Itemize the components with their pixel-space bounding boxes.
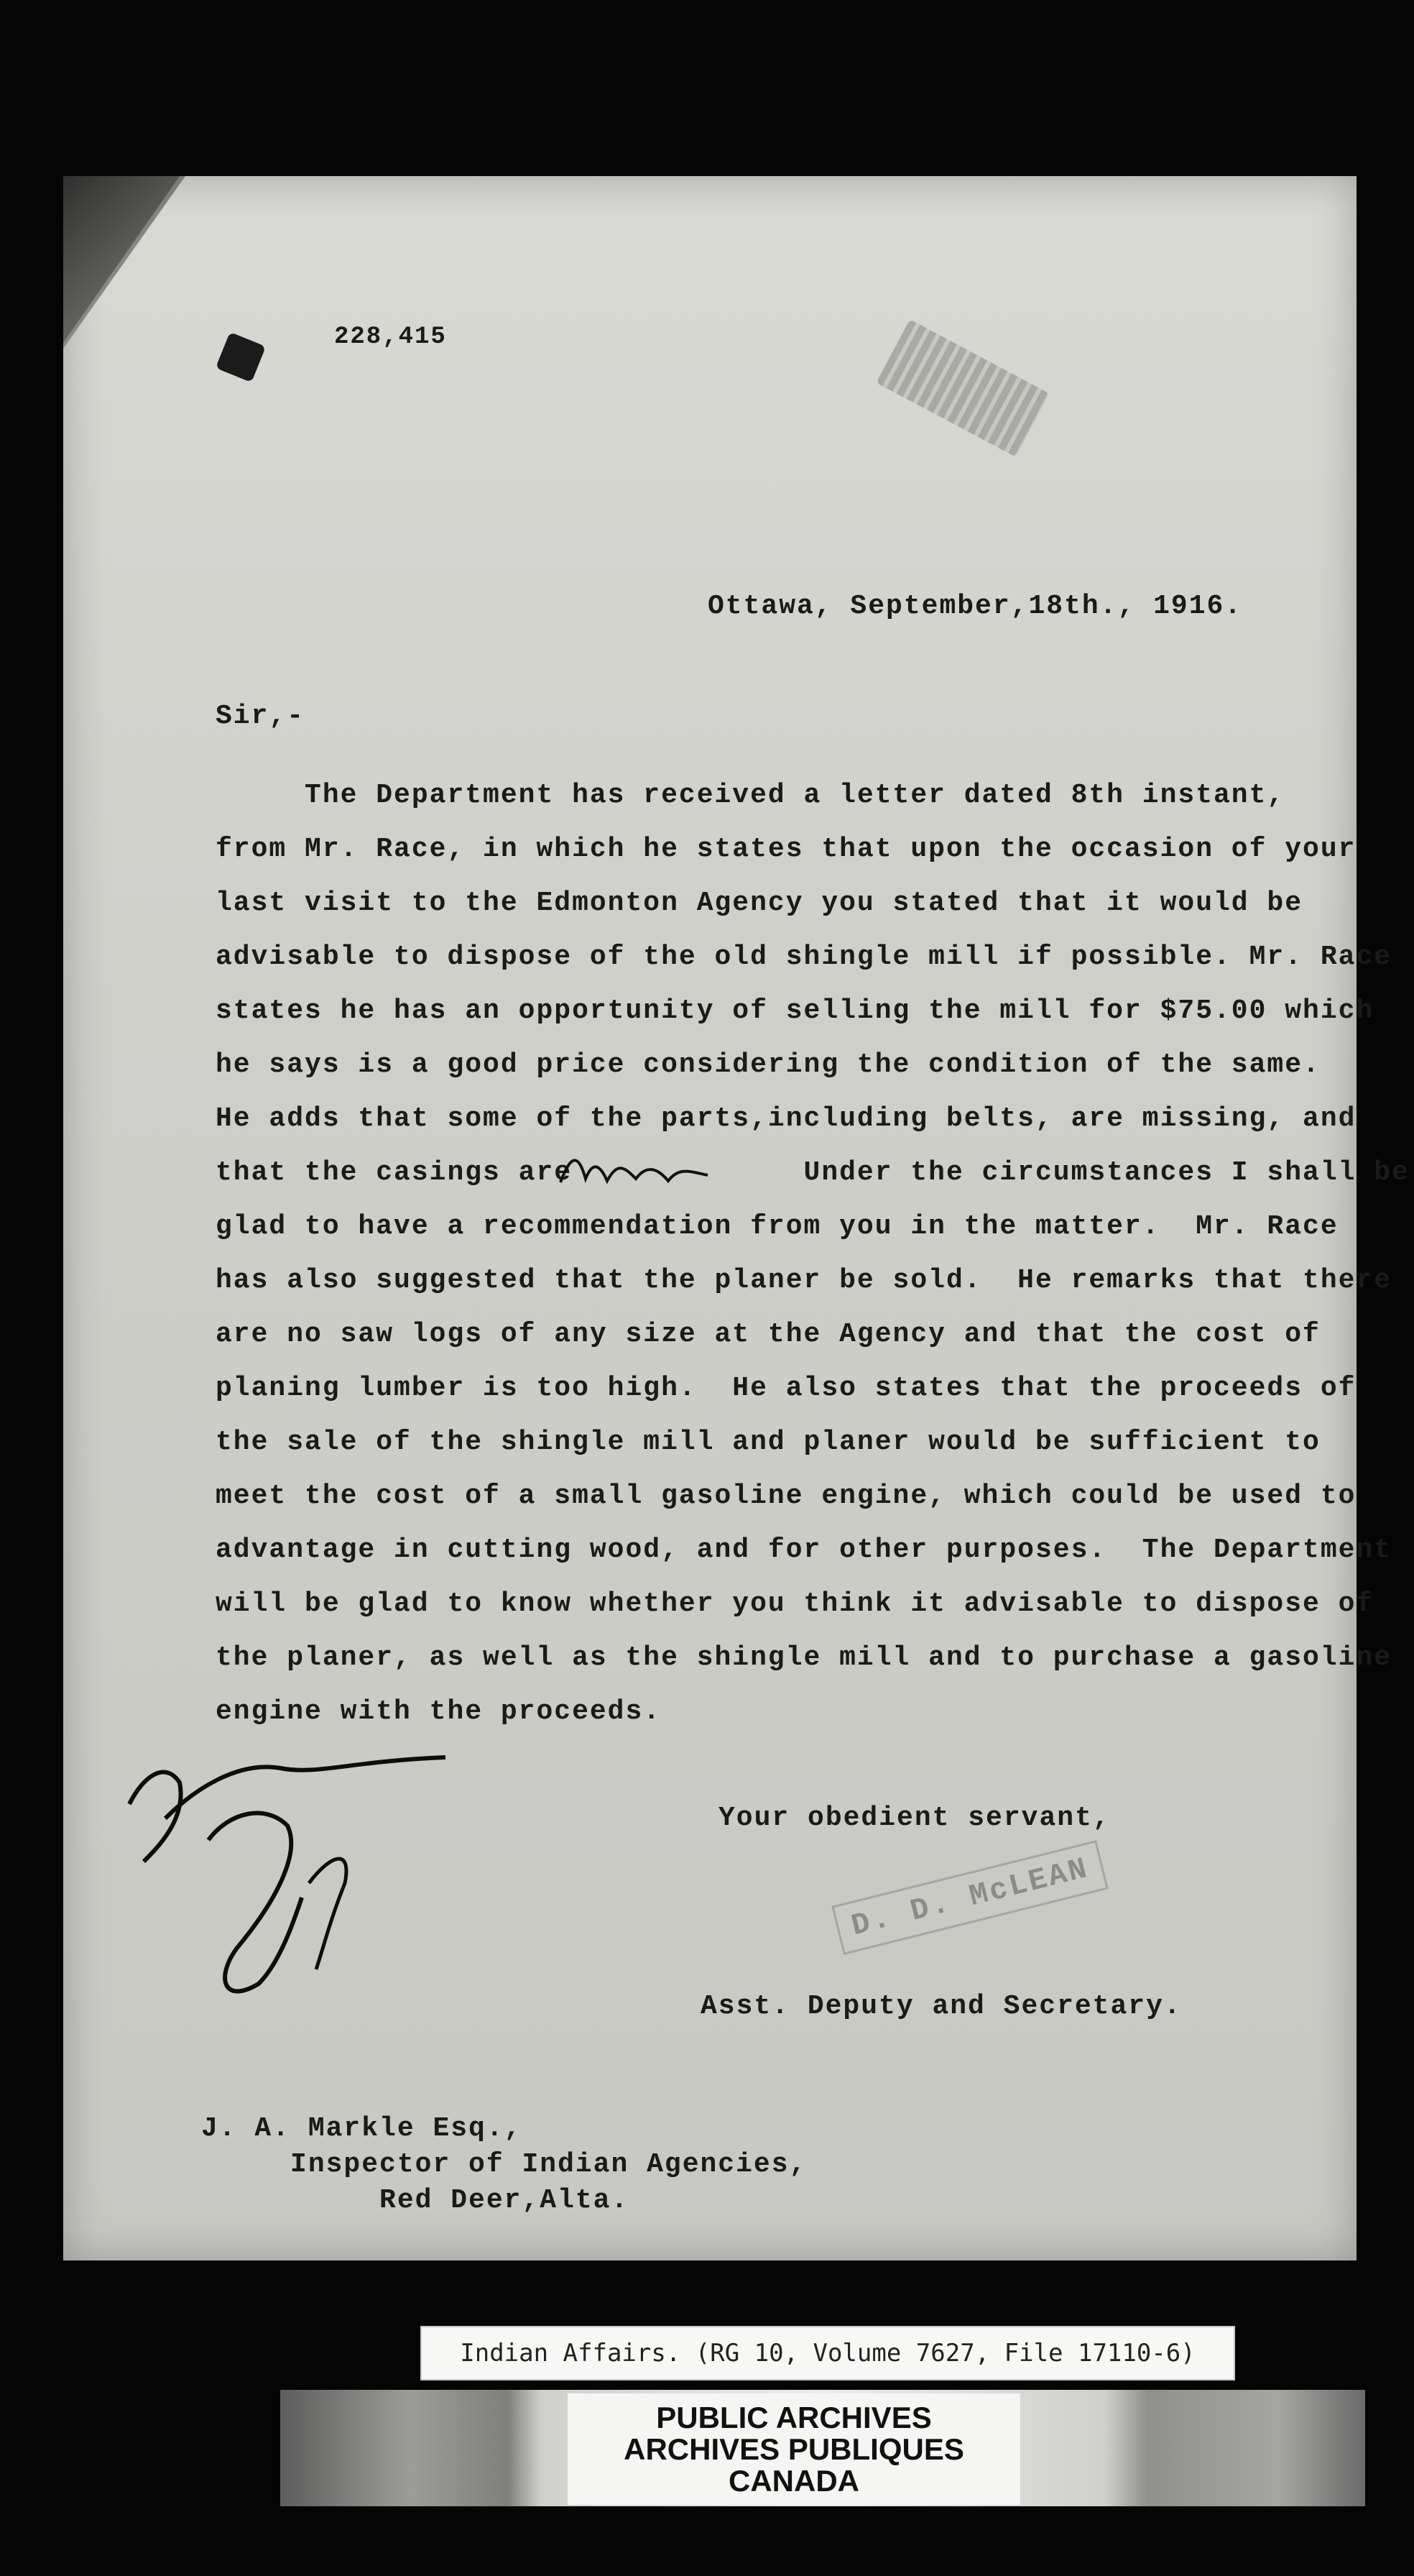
address-line: J. A. Markle Esq., — [201, 2113, 522, 2144]
body-line: last visit to the Edmonton Agency you stated that it would be — [216, 888, 1303, 919]
body-line: glad to have a recommendation from you in the matter. Mr. Race — [216, 1211, 1339, 1242]
caption-text: Indian Affairs. (RG 10, Volume 7627, File 17110-6) — [460, 2339, 1196, 2368]
archives-line: PUBLIC ARCHIVES — [656, 2400, 932, 2434]
body-line: will be glad to know whether you think it advisable to dispose of — [216, 1588, 1374, 1619]
body-line: advisable to dispose of the old shingle mill if possible. Mr. Race — [216, 942, 1392, 972]
body-line: advantage in cutting wood, and for other purposes. The Department — [216, 1535, 1392, 1565]
reference-caption — [420, 2326, 1235, 2380]
body-line: The Department has received a letter dated 8th instant, — [216, 780, 1285, 811]
archives-label — [568, 2393, 1020, 2505]
date-line: Ottawa, September,18th., 1916. — [708, 591, 1243, 622]
signatory-title: Asst. Deputy and Secretary. — [701, 1991, 1182, 2022]
handwritten-signature — [115, 1732, 453, 2020]
body-line: that the casings are Under the circumstances I shall be — [216, 1157, 1410, 1188]
body-line: engine with the proceeds. — [216, 1696, 662, 1727]
archives-line: CANADA — [729, 2463, 859, 2498]
body-line: are no saw logs of any size at the Agency and that the cost of — [216, 1319, 1321, 1350]
body-line: the sale of the shingle mill and planer would be sufficient to — [216, 1427, 1321, 1458]
file-number: 228,415 — [334, 323, 447, 351]
body-line: the planer, as well as the shingle mill and to purchase a gasoline — [216, 1642, 1392, 1673]
body-line: He adds that some of the parts,including belts, are missing, and — [216, 1103, 1357, 1134]
salutation: Sir,- — [216, 701, 305, 732]
body-line: has also suggested that the planer be sold. He remarks that there — [216, 1265, 1392, 1296]
body-line: states he has an opportunity of selling the mill for $75.00 which — [216, 995, 1374, 1026]
archives-line: ARCHIVES PUBLIQUES — [624, 2432, 964, 2466]
body-line: planing lumber is too high. He also states that the proceeds of — [216, 1373, 1357, 1404]
name-stamp: D. D. McLEAN — [831, 1840, 1109, 1955]
address-line: Red Deer,Alta. — [201, 2185, 629, 2216]
handwritten-insertion — [557, 1146, 711, 1198]
body-line: from Mr. Race, in which he states that upon the occasion of your — [216, 834, 1357, 865]
body-line: meet the cost of a small gasoline engine, which could be used to — [216, 1481, 1357, 1512]
body-line: he says is a good price considering the condition of the same. — [216, 1049, 1321, 1080]
address-line: Inspector of Indian Agencies, — [201, 2149, 808, 2180]
closing: Your obedient servant, — [718, 1803, 1111, 1834]
